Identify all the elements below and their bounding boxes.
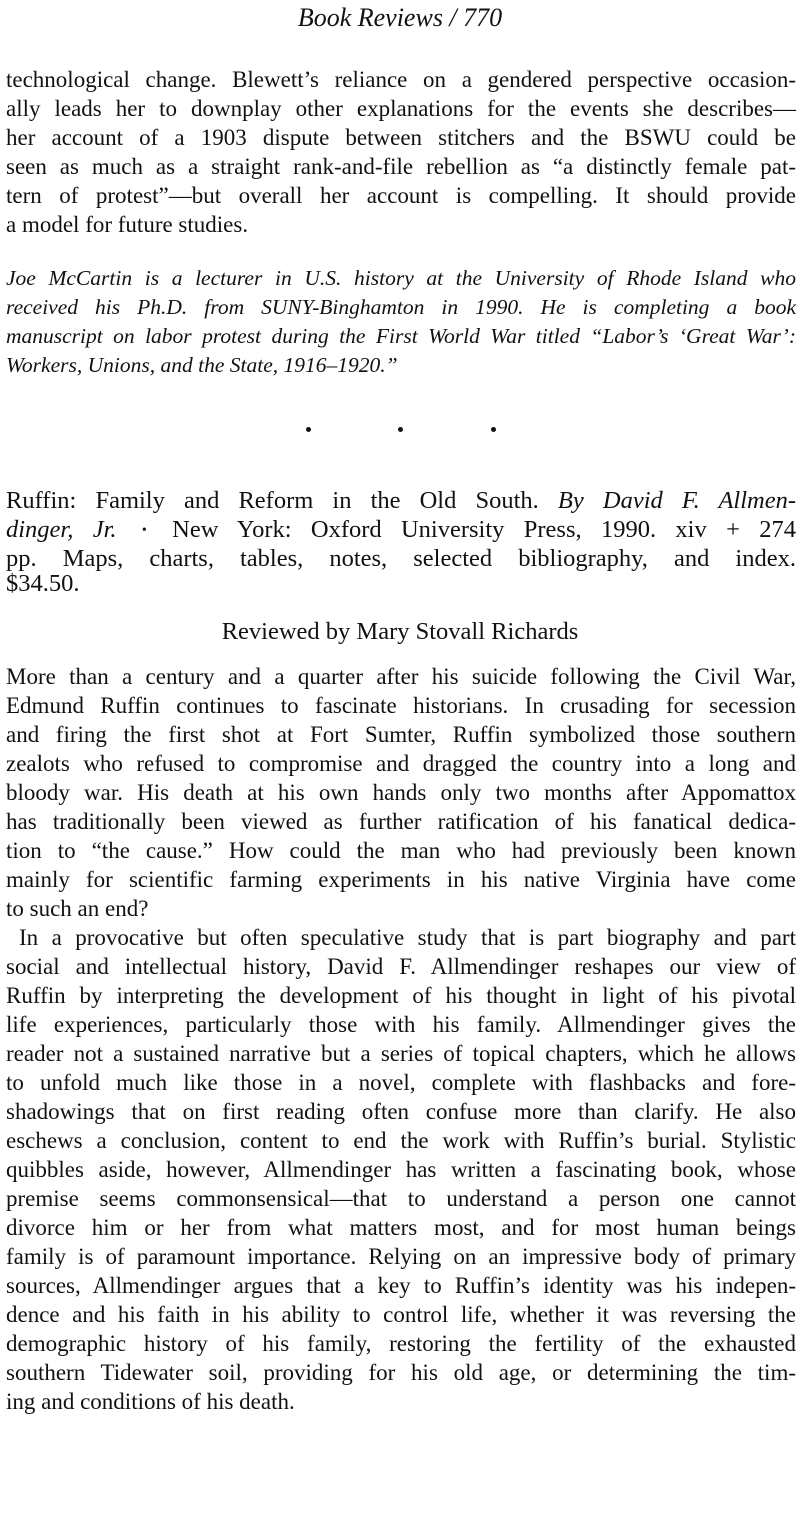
publisher-info: New York: Oxford University Press, 1990. xiv + 274 <box>172 516 796 543</box>
text-line: In a provocative but often speculative study that is part biography and part <box>19 925 796 950</box>
text-line: More than a century and a quarter after his suicide following the Civil War, <box>6 664 796 689</box>
bio-line: Workers, Unions, and the State, 1916–1920.” <box>6 353 398 377</box>
text-line: quibbles aside, however, Allmendinger has written a fascinating book, whose <box>6 1157 796 1182</box>
bullet-separator: • <box>141 523 147 538</box>
text-line: family is of paramount importance. Relying on an impressive body of primary <box>6 1244 796 1269</box>
citation-line-1 <box>6 486 796 515</box>
text-line: reader not a sustained narrative but a series of topical chapters, which he allows <box>6 1041 796 1066</box>
text-line: Edmund Ruffin continues to fascinate historians. In crusading for secession <box>6 693 796 718</box>
text-line: technological change. Blewett’s reliance on a gendered perspective occasion- <box>6 67 796 92</box>
text-line: and firing the first shot at Fort Sumter, Ruffin symbolized those southern <box>6 722 796 747</box>
separator-dot <box>306 427 311 432</box>
text-line: zealots who refused to compromise and dragged the country into a long and <box>6 751 796 776</box>
running-head: Book Reviews / 770 <box>297 3 503 32</box>
text-line: demographic history of his family, restoring the fertility of the exhausted <box>6 1331 796 1356</box>
text-line: social and intellectual history, David F. Allmendinger reshapes our view of <box>6 954 796 979</box>
bio-line: received his Ph.D. from SUNY-Binghamton in 1990. He is completing a book <box>6 295 796 319</box>
text-line: southern Tidewater soil, providing for his old age, or determining the tim- <box>6 1360 796 1385</box>
text-line: divorce him or her from what matters most, and for most human beings <box>6 1215 796 1240</box>
text-line: dence and his faith in his ability to control life, whether it was reversing the <box>6 1302 796 1327</box>
text-line: eschews a conclusion, content to end the work with Ruffin’s burial. Stylistic <box>6 1128 796 1153</box>
bio-line: Joe McCartin is a lecturer in U.S. history at the University of Rhode Island who <box>6 266 796 290</box>
text-line: mainly for scientific farming experiments in his native Virginia have come <box>6 867 796 892</box>
book-author: By David F. Allmen- <box>557 487 797 514</box>
text-line: ally leads her to downplay other explanations for the events she describes— <box>6 96 796 121</box>
reviewed-by: Reviewed by Mary Stovall Richards <box>221 618 579 645</box>
separator-dot <box>398 427 403 432</box>
text-line: to unfold much like those in a novel, complete with flashbacks and fore- <box>6 1070 796 1095</box>
book-price: $34.50. <box>6 570 80 597</box>
text-line: her account of a 1903 dispute between stitchers and the BSWU could be <box>6 125 796 150</box>
text-line: to such an end? <box>6 896 149 921</box>
book-author-cont: dinger, Jr. <box>6 516 117 543</box>
text-line: a model for future studies. <box>6 212 249 237</box>
citation-line-3: pp. Maps, charts, tables, notes, selected bibliography, and index. <box>6 545 796 572</box>
text-line: seen as much as a straight rank-and-file rebellion as “a distinctly female pat- <box>6 154 796 179</box>
citation-line-2 <box>6 515 796 545</box>
book-title: Ruffin: Family and Reform in the Old South. <box>6 487 539 514</box>
text-line: ing and conditions of his death. <box>6 1389 295 1414</box>
text-line: tern of protest”—but overall her account is compelling. It should provide <box>6 183 796 208</box>
text-line: sources, Allmendinger argues that a key to Ruffin’s identity was his indepen- <box>6 1273 796 1298</box>
separator-dot <box>491 427 496 432</box>
text-line: bloody war. His death at his own hands only two months after Appomattox <box>6 780 796 805</box>
bio-line: manuscript on labor protest during the First World War titled “Labor’s ‘Great War’: <box>6 324 796 348</box>
text-line: life experiences, particularly those with his family. Allmendinger gives the <box>6 1012 796 1037</box>
text-line: tion to “the cause.” How could the man who had previously been known <box>6 838 796 863</box>
section-separator <box>0 426 800 436</box>
text-line: Ruffin by interpreting the development of his thought in light of his pivotal <box>6 983 796 1008</box>
text-line: shadowings that on first reading often confuse more than clarify. He also <box>6 1099 796 1124</box>
text-line: has traditionally been viewed as further ratification of his fanatical dedica- <box>6 809 796 834</box>
text-line: premise seems commonsensical—that to understand a person one cannot <box>6 1186 796 1211</box>
